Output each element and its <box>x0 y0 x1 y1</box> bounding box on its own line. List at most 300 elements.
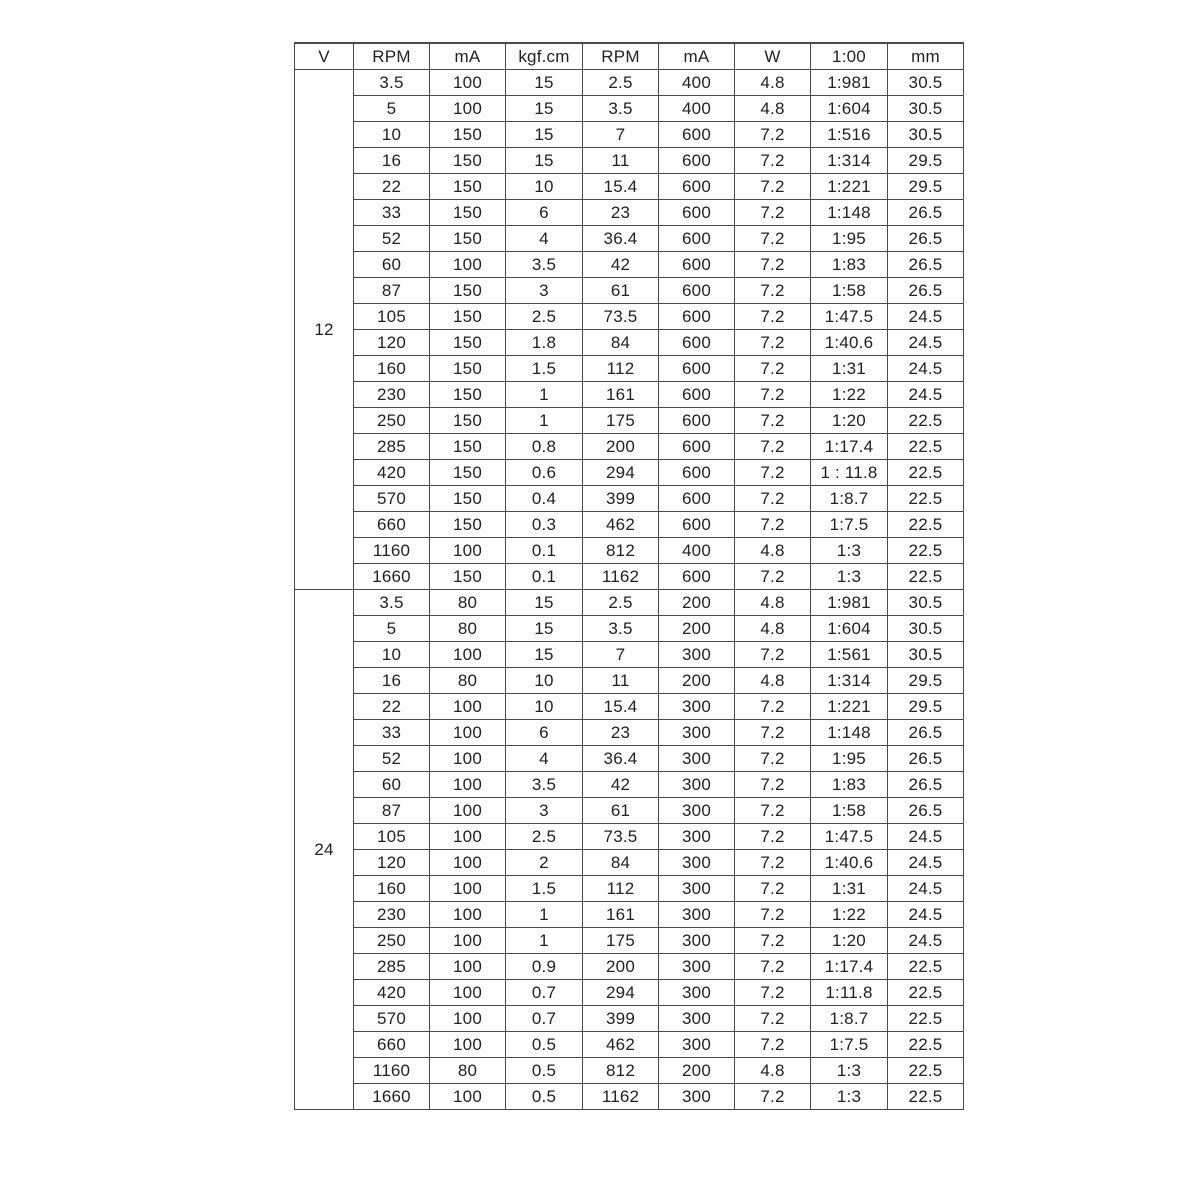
cell-power: 7.2 <box>735 122 811 148</box>
cell-rated-current: 300 <box>659 772 735 798</box>
cell-rated-torque: 15 <box>506 148 583 174</box>
table-row <box>295 902 964 928</box>
cell-no-load-rpm: 1160 <box>354 1058 430 1084</box>
cell-length: 22.5 <box>888 980 964 1006</box>
cell-no-load-current: 150 <box>430 460 506 486</box>
cell-no-load-rpm: 22 <box>354 694 430 720</box>
cell-rated-torque: 0.7 <box>506 980 583 1006</box>
cell-rated-current: 200 <box>659 616 735 642</box>
table-row <box>295 694 964 720</box>
cell-rated-rpm: 3.5 <box>583 616 659 642</box>
cell-gear-ratio: 1:83 <box>811 772 888 798</box>
header-no-load-rpm: RPM <box>354 43 430 70</box>
cell-no-load-current: 100 <box>430 538 506 564</box>
cell-no-load-rpm: 87 <box>354 278 430 304</box>
cell-no-load-rpm: 52 <box>354 746 430 772</box>
cell-no-load-current: 100 <box>430 96 506 122</box>
cell-rated-rpm: 42 <box>583 252 659 278</box>
cell-gear-ratio: 1:148 <box>811 200 888 226</box>
cell-rated-current: 300 <box>659 1032 735 1058</box>
table-row <box>295 798 964 824</box>
cell-rated-current: 200 <box>659 668 735 694</box>
cell-no-load-rpm: 660 <box>354 512 430 538</box>
cell-rated-current: 300 <box>659 720 735 746</box>
cell-gear-ratio: 1:20 <box>811 408 888 434</box>
cell-length: 24.5 <box>888 928 964 954</box>
cell-length: 22.5 <box>888 460 964 486</box>
cell-no-load-current: 150 <box>430 408 506 434</box>
cell-no-load-current: 150 <box>430 200 506 226</box>
cell-no-load-rpm: 10 <box>354 642 430 668</box>
cell-power: 4.8 <box>735 590 811 616</box>
cell-gear-ratio: 1:314 <box>811 148 888 174</box>
cell-no-load-current: 100 <box>430 772 506 798</box>
cell-no-load-rpm: 22 <box>354 174 430 200</box>
cell-length: 22.5 <box>888 564 964 590</box>
cell-rated-torque: 15 <box>506 122 583 148</box>
cell-length: 22.5 <box>888 1058 964 1084</box>
cell-rated-current: 300 <box>659 824 735 850</box>
cell-rated-torque: 1 <box>506 928 583 954</box>
cell-length: 26.5 <box>888 746 964 772</box>
table-row <box>295 382 964 408</box>
cell-gear-ratio: 1:17.4 <box>811 954 888 980</box>
cell-gear-ratio: 1:3 <box>811 564 888 590</box>
cell-gear-ratio: 1:516 <box>811 122 888 148</box>
table-row <box>295 278 964 304</box>
cell-length: 30.5 <box>888 616 964 642</box>
cell-length: 24.5 <box>888 902 964 928</box>
cell-rated-current: 600 <box>659 564 735 590</box>
cell-rated-torque: 0.1 <box>506 538 583 564</box>
header-no-load-current: mA <box>430 43 506 70</box>
cell-rated-current: 600 <box>659 226 735 252</box>
cell-gear-ratio: 1:7.5 <box>811 1032 888 1058</box>
table-row <box>295 772 964 798</box>
cell-rated-rpm: 61 <box>583 798 659 824</box>
cell-no-load-current: 100 <box>430 902 506 928</box>
cell-no-load-current: 100 <box>430 720 506 746</box>
cell-length: 24.5 <box>888 850 964 876</box>
table-row <box>295 330 964 356</box>
cell-rated-current: 400 <box>659 96 735 122</box>
cell-length: 30.5 <box>888 642 964 668</box>
cell-rated-current: 400 <box>659 538 735 564</box>
cell-rated-rpm: 15.4 <box>583 174 659 200</box>
cell-rated-rpm: 23 <box>583 200 659 226</box>
cell-rated-rpm: 73.5 <box>583 304 659 330</box>
cell-no-load-current: 80 <box>430 590 506 616</box>
cell-gear-ratio: 1:11.8 <box>811 980 888 1006</box>
cell-rated-torque: 6 <box>506 200 583 226</box>
cell-power: 7.2 <box>735 928 811 954</box>
cell-rated-torque: 0.7 <box>506 1006 583 1032</box>
cell-length: 24.5 <box>888 382 964 408</box>
header-length: mm <box>888 43 964 70</box>
cell-power: 7.2 <box>735 980 811 1006</box>
table-row <box>295 70 964 96</box>
cell-no-load-current: 100 <box>430 252 506 278</box>
cell-power: 7.2 <box>735 1006 811 1032</box>
cell-no-load-rpm: 60 <box>354 772 430 798</box>
table-row <box>295 1006 964 1032</box>
cell-rated-current: 600 <box>659 252 735 278</box>
cell-gear-ratio: 1:981 <box>811 590 888 616</box>
cell-rated-rpm: 161 <box>583 382 659 408</box>
cell-rated-torque: 15 <box>506 616 583 642</box>
table-row <box>295 590 964 616</box>
cell-rated-torque: 2.5 <box>506 304 583 330</box>
table-row <box>295 954 964 980</box>
cell-power: 7.2 <box>735 278 811 304</box>
cell-rated-torque: 3.5 <box>506 252 583 278</box>
cell-rated-current: 600 <box>659 408 735 434</box>
table-row <box>295 122 964 148</box>
voltage-group-cell: 24 <box>295 590 354 1110</box>
cell-no-load-current: 150 <box>430 122 506 148</box>
cell-rated-torque: 0.9 <box>506 954 583 980</box>
cell-no-load-current: 80 <box>430 668 506 694</box>
cell-rated-torque: 3 <box>506 798 583 824</box>
header-rated-torque: kgf.cm <box>506 43 583 70</box>
cell-power: 7.2 <box>735 694 811 720</box>
cell-power: 7.2 <box>735 434 811 460</box>
cell-no-load-current: 100 <box>430 694 506 720</box>
cell-rated-current: 300 <box>659 1084 735 1110</box>
table-row <box>295 304 964 330</box>
cell-no-load-rpm: 285 <box>354 954 430 980</box>
cell-rated-rpm: 200 <box>583 954 659 980</box>
cell-gear-ratio: 1:20 <box>811 928 888 954</box>
cell-length: 30.5 <box>888 70 964 96</box>
cell-rated-rpm: 1162 <box>583 564 659 590</box>
cell-rated-current: 300 <box>659 980 735 1006</box>
cell-rated-torque: 0.8 <box>506 434 583 460</box>
cell-rated-rpm: 175 <box>583 928 659 954</box>
cell-rated-rpm: 11 <box>583 668 659 694</box>
cell-rated-current: 200 <box>659 590 735 616</box>
table-row <box>295 980 964 1006</box>
cell-rated-current: 600 <box>659 122 735 148</box>
cell-rated-current: 600 <box>659 382 735 408</box>
cell-length: 26.5 <box>888 720 964 746</box>
cell-no-load-rpm: 570 <box>354 486 430 512</box>
cell-gear-ratio: 1:8.7 <box>811 486 888 512</box>
cell-rated-current: 600 <box>659 200 735 226</box>
cell-no-load-rpm: 16 <box>354 148 430 174</box>
cell-no-load-current: 150 <box>430 512 506 538</box>
cell-rated-current: 600 <box>659 512 735 538</box>
cell-no-load-rpm: 5 <box>354 96 430 122</box>
cell-length: 30.5 <box>888 96 964 122</box>
cell-rated-current: 600 <box>659 486 735 512</box>
header-row <box>295 43 964 70</box>
cell-rated-torque: 1.8 <box>506 330 583 356</box>
cell-no-load-current: 100 <box>430 928 506 954</box>
table-row <box>295 1084 964 1110</box>
cell-rated-rpm: 399 <box>583 1006 659 1032</box>
cell-no-load-current: 150 <box>430 278 506 304</box>
header-gear-ratio: 1:00 <box>811 43 888 70</box>
cell-gear-ratio: 1:3 <box>811 1058 888 1084</box>
cell-no-load-current: 80 <box>430 1058 506 1084</box>
cell-no-load-current: 100 <box>430 850 506 876</box>
cell-power: 7.2 <box>735 252 811 278</box>
cell-rated-torque: 0.5 <box>506 1058 583 1084</box>
cell-gear-ratio: 1:221 <box>811 694 888 720</box>
cell-no-load-rpm: 160 <box>354 876 430 902</box>
cell-no-load-current: 150 <box>430 356 506 382</box>
cell-power: 7.2 <box>735 850 811 876</box>
cell-no-load-rpm: 230 <box>354 382 430 408</box>
table-row <box>295 148 964 174</box>
cell-power: 7.2 <box>735 304 811 330</box>
table-row <box>295 564 964 590</box>
cell-length: 24.5 <box>888 824 964 850</box>
cell-gear-ratio: 1:95 <box>811 746 888 772</box>
cell-power: 4.8 <box>735 1058 811 1084</box>
cell-gear-ratio: 1:40.6 <box>811 850 888 876</box>
table-row <box>295 226 964 252</box>
cell-length: 22.5 <box>888 512 964 538</box>
cell-rated-torque: 1 <box>506 408 583 434</box>
cell-rated-torque: 1 <box>506 902 583 928</box>
cell-rated-torque: 2 <box>506 850 583 876</box>
cell-rated-torque: 0.6 <box>506 460 583 486</box>
cell-rated-current: 600 <box>659 330 735 356</box>
cell-rated-torque: 0.3 <box>506 512 583 538</box>
cell-rated-rpm: 2.5 <box>583 590 659 616</box>
cell-rated-rpm: 399 <box>583 486 659 512</box>
cell-no-load-rpm: 10 <box>354 122 430 148</box>
cell-length: 26.5 <box>888 772 964 798</box>
cell-length: 22.5 <box>888 1032 964 1058</box>
cell-rated-current: 300 <box>659 694 735 720</box>
table-row <box>295 460 964 486</box>
cell-power: 7.2 <box>735 382 811 408</box>
cell-rated-current: 300 <box>659 902 735 928</box>
cell-no-load-current: 150 <box>430 486 506 512</box>
cell-gear-ratio: 1:40.6 <box>811 330 888 356</box>
cell-no-load-current: 150 <box>430 174 506 200</box>
cell-gear-ratio: 1:221 <box>811 174 888 200</box>
cell-length: 26.5 <box>888 798 964 824</box>
cell-rated-rpm: 112 <box>583 876 659 902</box>
cell-rated-rpm: 61 <box>583 278 659 304</box>
header-voltage: V <box>295 43 354 70</box>
cell-power: 4.8 <box>735 616 811 642</box>
cell-rated-rpm: 175 <box>583 408 659 434</box>
cell-no-load-rpm: 420 <box>354 980 430 1006</box>
cell-no-load-current: 100 <box>430 824 506 850</box>
table-row <box>295 668 964 694</box>
cell-no-load-rpm: 250 <box>354 408 430 434</box>
cell-rated-current: 300 <box>659 1006 735 1032</box>
cell-rated-torque: 1.5 <box>506 356 583 382</box>
cell-rated-torque: 10 <box>506 668 583 694</box>
cell-no-load-rpm: 120 <box>354 850 430 876</box>
cell-rated-current: 300 <box>659 746 735 772</box>
cell-rated-torque: 0.1 <box>506 564 583 590</box>
cell-rated-current: 200 <box>659 1058 735 1084</box>
table-row <box>295 356 964 382</box>
cell-gear-ratio: 1:31 <box>811 876 888 902</box>
cell-rated-rpm: 294 <box>583 460 659 486</box>
cell-rated-rpm: 200 <box>583 434 659 460</box>
cell-length: 26.5 <box>888 200 964 226</box>
cell-no-load-rpm: 105 <box>354 304 430 330</box>
cell-power: 7.2 <box>735 148 811 174</box>
cell-no-load-rpm: 250 <box>354 928 430 954</box>
cell-power: 7.2 <box>735 460 811 486</box>
cell-gear-ratio: 1:47.5 <box>811 304 888 330</box>
cell-gear-ratio: 1:17.4 <box>811 434 888 460</box>
cell-rated-rpm: 2.5 <box>583 70 659 96</box>
cell-no-load-current: 100 <box>430 1032 506 1058</box>
cell-power: 7.2 <box>735 174 811 200</box>
cell-rated-current: 300 <box>659 876 735 902</box>
cell-rated-rpm: 36.4 <box>583 746 659 772</box>
cell-power: 7.2 <box>735 1084 811 1110</box>
cell-length: 22.5 <box>888 954 964 980</box>
cell-length: 24.5 <box>888 330 964 356</box>
cell-rated-rpm: 11 <box>583 148 659 174</box>
table-header <box>295 43 964 70</box>
cell-length: 22.5 <box>888 408 964 434</box>
cell-length: 22.5 <box>888 1084 964 1110</box>
cell-power: 7.2 <box>735 746 811 772</box>
cell-rated-current: 600 <box>659 148 735 174</box>
table-row <box>295 408 964 434</box>
cell-power: 7.2 <box>735 798 811 824</box>
cell-gear-ratio: 1:47.5 <box>811 824 888 850</box>
table-row <box>295 174 964 200</box>
cell-rated-rpm: 23 <box>583 720 659 746</box>
cell-power: 7.2 <box>735 512 811 538</box>
cell-no-load-current: 150 <box>430 226 506 252</box>
cell-rated-torque: 0.4 <box>506 486 583 512</box>
cell-gear-ratio: 1:7.5 <box>811 512 888 538</box>
cell-rated-current: 300 <box>659 850 735 876</box>
cell-rated-torque: 2.5 <box>506 824 583 850</box>
cell-rated-rpm: 112 <box>583 356 659 382</box>
cell-rated-current: 600 <box>659 434 735 460</box>
cell-no-load-current: 100 <box>430 1084 506 1110</box>
cell-rated-torque: 1.5 <box>506 876 583 902</box>
cell-rated-rpm: 812 <box>583 538 659 564</box>
cell-no-load-current: 150 <box>430 148 506 174</box>
cell-rated-current: 600 <box>659 304 735 330</box>
cell-rated-current: 400 <box>659 70 735 96</box>
cell-rated-torque: 15 <box>506 642 583 668</box>
cell-no-load-current: 100 <box>430 980 506 1006</box>
cell-power: 7.2 <box>735 200 811 226</box>
cell-no-load-rpm: 16 <box>354 668 430 694</box>
cell-no-load-rpm: 420 <box>354 460 430 486</box>
cell-rated-rpm: 73.5 <box>583 824 659 850</box>
cell-rated-torque: 10 <box>506 174 583 200</box>
cell-gear-ratio: 1:981 <box>811 70 888 96</box>
cell-power: 7.2 <box>735 486 811 512</box>
cell-rated-current: 600 <box>659 356 735 382</box>
cell-no-load-current: 100 <box>430 70 506 96</box>
table-row <box>295 538 964 564</box>
cell-length: 29.5 <box>888 668 964 694</box>
cell-rated-torque: 15 <box>506 70 583 96</box>
cell-rated-rpm: 84 <box>583 850 659 876</box>
cell-rated-torque: 3.5 <box>506 772 583 798</box>
cell-rated-current: 300 <box>659 954 735 980</box>
cell-no-load-current: 100 <box>430 1006 506 1032</box>
cell-no-load-current: 100 <box>430 954 506 980</box>
table-row <box>295 876 964 902</box>
cell-rated-current: 600 <box>659 460 735 486</box>
cell-power: 7.2 <box>735 720 811 746</box>
cell-no-load-rpm: 87 <box>354 798 430 824</box>
cell-no-load-rpm: 160 <box>354 356 430 382</box>
table-row <box>295 642 964 668</box>
cell-no-load-rpm: 105 <box>354 824 430 850</box>
table-row <box>295 746 964 772</box>
cell-gear-ratio: 1:604 <box>811 616 888 642</box>
cell-no-load-current: 150 <box>430 564 506 590</box>
cell-gear-ratio: 1:58 <box>811 798 888 824</box>
cell-power: 7.2 <box>735 954 811 980</box>
table-row <box>295 434 964 460</box>
cell-gear-ratio: 1:3 <box>811 1084 888 1110</box>
cell-rated-rpm: 462 <box>583 1032 659 1058</box>
cell-no-load-rpm: 52 <box>354 226 430 252</box>
cell-length: 26.5 <box>888 226 964 252</box>
cell-no-load-current: 100 <box>430 746 506 772</box>
cell-rated-rpm: 3.5 <box>583 96 659 122</box>
cell-power: 4.8 <box>735 668 811 694</box>
cell-length: 26.5 <box>888 252 964 278</box>
table-row <box>295 1058 964 1084</box>
cell-rated-rpm: 294 <box>583 980 659 1006</box>
cell-rated-rpm: 42 <box>583 772 659 798</box>
cell-power: 4.8 <box>735 538 811 564</box>
cell-rated-torque: 4 <box>506 226 583 252</box>
cell-gear-ratio: 1:22 <box>811 382 888 408</box>
table-row <box>295 486 964 512</box>
cell-length: 30.5 <box>888 122 964 148</box>
cell-rated-torque: 0.5 <box>506 1084 583 1110</box>
cell-rated-torque: 0.5 <box>506 1032 583 1058</box>
cell-rated-torque: 6 <box>506 720 583 746</box>
header-power: W <box>735 43 811 70</box>
cell-no-load-current: 150 <box>430 382 506 408</box>
cell-gear-ratio: 1:604 <box>811 96 888 122</box>
cell-power: 4.8 <box>735 96 811 122</box>
motor-spec-table <box>294 42 964 1110</box>
cell-no-load-rpm: 3.5 <box>354 590 430 616</box>
cell-rated-torque: 4 <box>506 746 583 772</box>
cell-rated-rpm: 36.4 <box>583 226 659 252</box>
cell-no-load-current: 80 <box>430 616 506 642</box>
cell-rated-rpm: 7 <box>583 122 659 148</box>
header-rated-current: mA <box>659 43 735 70</box>
cell-rated-rpm: 7 <box>583 642 659 668</box>
cell-gear-ratio: 1:314 <box>811 668 888 694</box>
table-row <box>295 824 964 850</box>
cell-no-load-rpm: 230 <box>354 902 430 928</box>
cell-no-load-current: 150 <box>430 304 506 330</box>
cell-length: 24.5 <box>888 304 964 330</box>
cell-no-load-rpm: 33 <box>354 720 430 746</box>
cell-gear-ratio: 1:3 <box>811 538 888 564</box>
cell-length: 22.5 <box>888 538 964 564</box>
